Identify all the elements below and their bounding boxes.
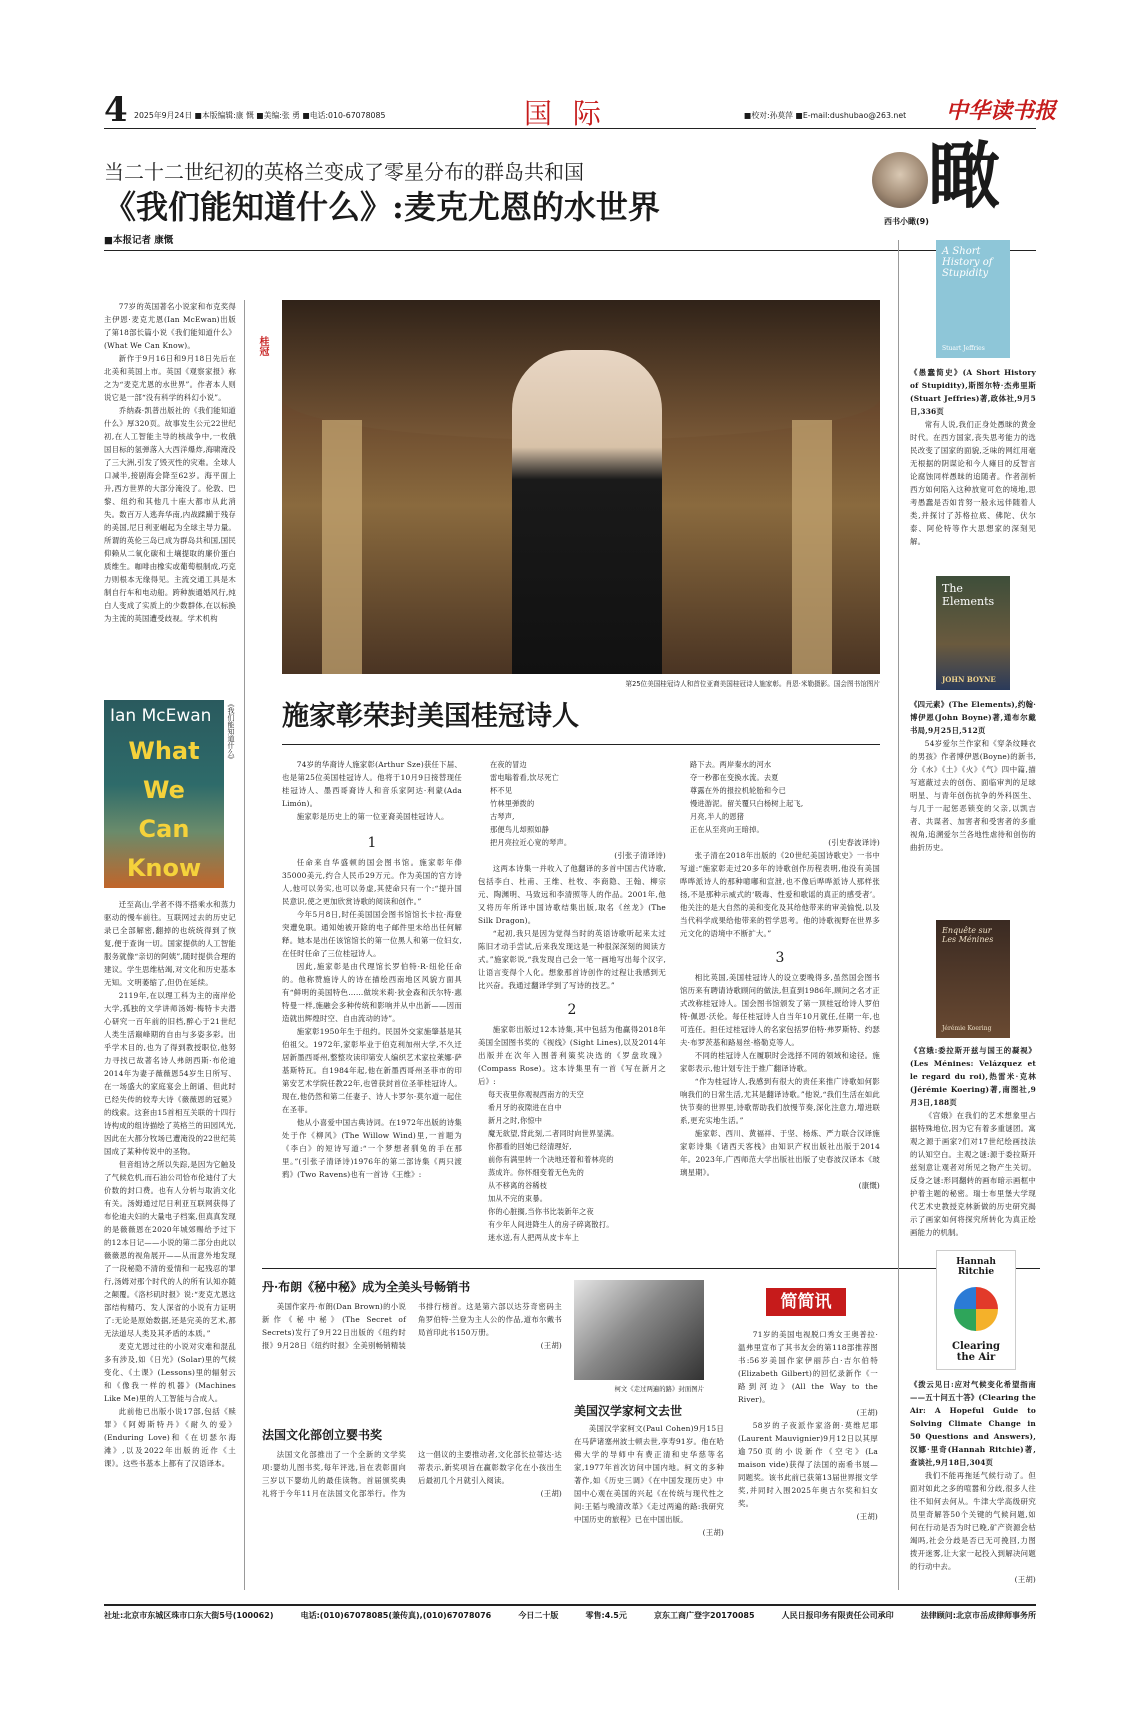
book-cover-clearing-air — [936, 1250, 1016, 1370]
poem: 路下去。两岸秦水的河水 夺一秒都在变换水流。去夏 尊露在外的报拉机轮胎和今已 慢进游泥。留关覆只白杨树上起飞, 月亮,半人的恩猪 正在从至亮向王暗掉。 — [690, 760, 804, 834]
news-flash-item: 58岁的子夜派作家洛朗·莫维尼耶(Laurent Mauvignier)9月12日以其厚逾750页的小说新作《空宅》(La maison vide)获得了法国的南希书展—同题奖。该书此前已获第13届世界报文学奖,并同时入围2025年奥古尔奖和妇女奖。 — [738, 1421, 878, 1508]
book-cover-meninas — [936, 920, 1010, 1038]
brief-author: (王胡) — [856, 1512, 878, 1521]
article-author: (康慨) — [858, 1181, 880, 1190]
poet-paragraph: 施家彰出版过12本诗集,其中包括为他赢得2018年美国全国图书奖的《视线》(Sight Lines),以及2014年出版并在次年入围普利策奖决选的《罗盘玫瑰》(Compass Rose)。这本诗集里有一首《写在新月之后》: — [478, 1025, 666, 1086]
brief-author: (王胡) — [702, 1528, 724, 1537]
lead-story-column-top — [104, 300, 236, 625]
cover-title: Enquête sur Les Ménines — [942, 926, 994, 944]
sidebar-book4 — [910, 1378, 1036, 1586]
cover-author: Hannah Ritchie — [956, 1257, 996, 1277]
brief-cohen-headline: 美国汉学家柯文去世 — [574, 1404, 683, 1418]
sidebar-book1 — [910, 366, 1036, 548]
lead-paragraph: 麦克尤恩过往的小说对灾难和混乱多有涉及,如《日光》(Solar)里的气候变化、《土课》(Lessons)里的辐射云和《像我一样的机器》(Machines Like Me)里的人工智能与合成人。 — [104, 1342, 236, 1403]
section-number: 2 — [567, 1002, 577, 1018]
book-caption: 《四元素》(The Elements),约翰·博伊恩(John Boyne)著,通布尔戴书局,9月25日,512页 — [910, 700, 1036, 735]
book-cover-elements — [936, 576, 1010, 690]
column-brand-char: 瞰 — [928, 133, 1001, 218]
cover-title-line: Know — [126, 854, 202, 882]
lead-side-label: 桂冠 — [257, 336, 268, 356]
cover-author: JOHN BOYNE — [942, 675, 996, 684]
poet-article-col2 — [478, 758, 666, 1244]
lead-kicker: 当二十二世纪初的英格兰变成了零星分布的群岛共和国 — [104, 160, 584, 184]
footer-license: 京东工商广登字20170085 — [654, 1611, 755, 1620]
cover-graphic — [954, 1287, 998, 1331]
divider — [104, 250, 1036, 251]
brief-author: (王胡) — [540, 1341, 562, 1350]
footer-address: 社址:北京市东城区珠市口东大街5号(100062) — [104, 1611, 274, 1620]
brief-cohen-body — [574, 1422, 724, 1539]
book-caption: 《拨云见日:应对气候变化希望指南——五十问五十答》(Clearing the Air: A Hopeful Guide to Solving Climate Change in 50 Questions and Answers),汉娜·里奇(Hannah Ritchie)著,查谈社,9月18日,304页 — [910, 1380, 1036, 1467]
brief-paragraph: 法国文化部推出了一个全新的文学奖项:婴幼儿图书奖,每年评选,旨在表彰面向三岁以下婴幼儿的最佳读物。首届颁奖典礼将于今年11月在法国文化部举行。作为这一倡议的主要推动者,文化部长拉蒂达·达蒂表示,新奖项旨在赢彰数字化在小孩出生后最初几个月就引入阅读。 — [262, 1450, 562, 1498]
poet-paragraph: 张子清在2018年出版的《20世纪美国诗歌史》一书中写道:“施家彰走过20多年的诗歌创作历程表明,他没有美国哗哗派诗人的那种噫嘟和宣泄,也不像后哗哗派诗人那样张扬,不是那种示威式的‘吸毒、性爱和歌谣的真正的感受者’。他关注的是大自然的美和变化及其给他带来的审美愉悦,以及当代科学成果给他带来的哲学思考。他的诗歌视野在世界多元文化的语境中不断扩大。” — [680, 851, 880, 938]
poem-source: (引张子清译诗) — [614, 851, 666, 860]
mcewan-book-cover — [104, 700, 224, 888]
footer-rule — [104, 1604, 1036, 1606]
book-review: 54岁爱尔兰作家和《穿条纹睡衣的男孩》作者博伊恩(Boyne)的新书,分《水》《土》《火》《气》四中篇,描写遮蔽过去的创伤、面临审判的足球明星、与青年创伤抗争的外科医生、与几于一起惩恶锁变的父亲,以凯吉者、共谋者、加害者和受害者的多重视角,追溯爱尔兰各地性虐待和创伤的曲折历史。 — [910, 739, 1036, 852]
brief-dan-brown-headline: 丹·布朗《秘中秘》成为全美头号畅销书 — [262, 1280, 471, 1294]
poet-headline: 施家彰荣封美国桂冠诗人 — [282, 701, 579, 732]
page-footer — [104, 1610, 1036, 1621]
lead-paragraph: 77岁的英国著名小说家和布克奖得主伊恩·麦克尤恩(Ian McEwan)出版了第18部长篇小说《我们能知道什么》(What We Can Know)。 — [104, 302, 236, 350]
lead-paragraph: 新作于9月16日和9月18日先后在北美和英国上市。英国《观察家报》称之为“麦克尤恩的水世界”。作者本人则说它是一部“没有科学的科幻小说”。 — [104, 354, 236, 402]
lead-paragraph: 此前他已出版小说17部,包括《赎罪》《阿姆斯特丹》《耐久的爱》(Enduring Love)和《在切瑟尔海滩》,以及2022年出版的近作《土课》。这些书基本上都有了汉语译本。 — [104, 1407, 236, 1468]
section-title: 国 际 — [524, 97, 607, 130]
sidebar-book3 — [910, 1044, 1036, 1239]
cover-title-line: Can — [138, 815, 190, 843]
news-flash-item: 71岁的美国电视脱口秀女王奥普拉·温弗里宣布了其书友会的第118部推荐图书:56岁美国作家伊丽莎白·吉尔伯特(Elizabeth Gilbert)的回忆录新作《一路到河边》(All the Way to the River)。 — [738, 1330, 878, 1404]
poet-photo — [282, 300, 880, 674]
lead-story-column-bottom — [104, 898, 236, 1470]
poet-article-col3 — [680, 758, 880, 1192]
section-number: 3 — [775, 950, 785, 966]
divider — [282, 744, 880, 745]
masthead-logo: 中华读书报 — [946, 98, 1057, 124]
lead-paragraph: 迁至高山,学者不得不搭乘水和蒸力驱动的慢车前往。互联网过去的历史记录已全部解密,翻掉的也统统得到了恢复,便于查询一切。国家提供的人工智能服务就像“亲切的阿姨”,随时提供合理的建议。学生思维枯竭,对文化和历史基本无知。文明萎缩了,但仍在延续。 — [104, 900, 236, 987]
cover-title: A Short History of Stupidity — [942, 246, 993, 279]
poet-figure — [512, 350, 662, 674]
cover-author: Stuart Jeffries — [942, 345, 985, 352]
brief-dan-brown-body — [262, 1300, 562, 1352]
column-brand-label: 西书小瞰(9) — [884, 217, 929, 226]
cover-author: Ian McEwan — [110, 706, 212, 726]
news-flash-body — [738, 1328, 878, 1523]
lead-paragraph: 乔纳森·凯普出版社的《我们能知道什么》厚320页。故事发生公元22世纪初,在人工智能主导的核战争中,一枚俄国目标的氢弹落入大西洋爆炸,海啸淹没了三大洲,引发了毁灭性的灾难。全球人口减半,接剧海会降至62岁。海平面上升,西方世界的大部分淹没了。伦敦、巴黎、纽约和其他几十座大都市从此消失。数百万人逃奔华南,内战蹂躏于残存的美国,尼日利亚崛起为全球主导力量。所谓的英伦三岛已成为群岛共和国,国民仰赖从二氧化碳和土壤提取的廉价蛋白质维生。咖啡由橡实或葡萄根制成,巧克力则根本无缘得见。主流交通工具是木制自行车和电动船。跨种族通婚风行,纯白人变成了实质上的少数群体,在以标换为主流的英国遭受歧视。学术机构 — [104, 406, 236, 623]
lead-paragraph: 但音组诗之所以失踪,是因为它触及了气候危机,而石油公司恰布伦迪付了大价数的封口费。也有人分析与取消文化有关。汤姆通过尼日利亚互联网获得了布伦迪夫妇的大量电子档案,但真真发现的是薇薇恩在2020年城郊赐给予过下的12本日记——小说的第二部分由此以薇薇恩的视角展开——从而意外地发现了一段秘隐不清的爱情和一起残忍的罪行,汤姆对那个时代的人的所有认知亦随之颠覆。《洛杉矶时报》说:“麦克尤恩这部结构精巧、发人深省的小说有力证明了:无论是原始数据,还是完美的艺术,都无法道尽人类及其矛盾的本质。” — [104, 1160, 237, 1338]
sidebar-book2 — [910, 698, 1036, 854]
column-divider — [244, 300, 245, 1590]
footer-lawyer: 法律顾问:北京市岳成律师事务所 — [920, 1611, 1036, 1620]
brief-paragraph: 美国作家丹·布朗(Dan Brown)的小说新作《秘中秘》(The Secret of Secrets)发行了9月22日出版的《纽约时报》9月28日《纽约时报》全美别畅销精装书排行榜首。这是第六部以达芬奇密码主角罗伯特·兰登为主人公的作品,道布尔戴书局首印此书150万册。 — [262, 1302, 562, 1350]
footer-edition: 今日二十版 — [518, 1611, 559, 1620]
lead-paragraph: 2119年,在以理工科为主的南岸伦大学,孤独的文学讲师汤姆·梅特卡夫潜心研究一百年前的旧档,醉心于21世纪人类生活巅峰期的自由与多姿多彩。出乎学术目的,也为了得到教授职位,他努力寻找已故著名诗人弗朗西斯·布伦迪2014年为妻子薇薇恩54岁生日所写、在一场盛大的家庭宴会上朗诵、但此时已经失传的较寿大诗《薇薇恩的冠冕》的线索。这套由15首相互关联的十四行诗构成的组诗描绘了英格兰的田园风光,因此在大都分牧场已遭淹没的22世纪英国成了某种传说中的圣物。 — [104, 991, 236, 1156]
poet-paragraph: 不同的桂冠诗人在履职时会选择不同的领域和途径。施家彰表示,他计划专注于推广翻译诗歌。 — [680, 1051, 880, 1073]
cover-author: Jérémie Koering — [942, 1025, 992, 1032]
photo-column-right — [792, 420, 832, 674]
poet-paragraph: 今年5月8日,时任美国国会图书馆馆长卡拉·海登突遭免职。通知她被开除的电子邮件里未给出任何解释。她本是出任该馆馆长的第一位黑人和第一位妇女,在任时任命了三位桂冠诗人。 — [282, 910, 462, 958]
photo-column-left — [322, 420, 362, 674]
poet-article-col1 — [282, 758, 462, 1181]
issue-info: 2025年9月24日 ■本版编辑:康 慨 ■美编:张 勇 ■电话:010-67078085 — [134, 111, 386, 120]
news-flash-label: 简简讯 — [766, 1288, 846, 1316]
footer-printer: 人民日报印务有限责任公司承印 — [781, 1611, 894, 1620]
book-cover-stupidity — [936, 240, 1010, 358]
brief-paragraph: 美国汉学家柯文(Paul Cohen)9月15日在马萨诸塞州波士顿去世,享寿91岁。他在哈佛大学的导师中有费正清和史华慈等名家,1977年首次访问中国内地。柯文的多种著作,如《历史三调》《在中国发现历史》中国中心观在美国的兴起《在传统与现代性之间:王韬与晚清改革》《走过两遍的路:我研究中国历史的旅程》已在中国出版。 — [574, 1424, 724, 1524]
poet-paragraph: 施家彰1950年生于纽约。民国外交家施肇基是其伯祖父。1972年,家彰毕业于伯克利加州大学,不久迁居新墨西哥州,整整攻读印第安人编织艺术家拉莱娜·萨基斯特瓦。自1984年起,他在新墨西哥州圣菲市的印第安艺术学院任教22年,也曾获封首位圣菲桂冠诗人。现在,他仍然和第二任妻子、诗人卡罗尔·莫尔道一起住在圣菲。 — [282, 1027, 462, 1114]
column-divider — [898, 240, 899, 1590]
mcewan-cover-caption: 《我们能知道什么》 — [227, 700, 235, 763]
book-review: 我们不能再拖延气候行动了。但面对如此之多的喧嚣和分歧,很多人往往不知何去何从。牛津大学高级研究员里奇解答50个关键的气候问题,如何在行动是否为时已晚,矿产资源会枯竭吗,社会分歧是否已无可挽回,力图拨开迷雾,让大家一起投入到解决问题的行动中去。 — [910, 1471, 1036, 1571]
brief-author: (王胡) — [856, 1408, 878, 1417]
poet-paragraph: “起初,我只是因为觉得当时的英语诗歌听起来太过陈旧才动手尝试,后来我发现这是一种很深深刻的阅读方式。”施家彰说,“我发现自己会一笔一画地写出每个汉字,让语言变得个人化。想象那首诗创作的过程让我感到无比兴奋。我通过翻译学到了写诗的技艺。” — [478, 929, 666, 990]
book-caption: 《愚蠢简史》(A Short History of Stupidity),斯图尔特·杰弗里斯(Stuart Jeffries)著,政体社,9月5日,336页 — [910, 368, 1036, 416]
cover-title-line: What — [128, 737, 200, 765]
footer-phone: 电话:(010)67078085(兼传真),(010)67078076 — [300, 1611, 492, 1620]
contact-info: ■校对:孙莫萍 ■E-mail:dushubao@263.net — [744, 111, 907, 120]
book-review: 常有人说,我们正身处愚昧的黄金时代。在西方国家,丧失思考能力的选民改变了国家的面貌,乏味的网红用毫无根据的阴谋论和今人瘫目的反智言论腐蚀同样愚昧的追随者。作者剖析西方如何陷入这种放宽可危的境地,思考愚蠢是否如肯努一般永远伴随着人类,并探讨了苏格拉底、佛陀、伏尔泰、阿伦特等作大思想家的深刻见解。 — [910, 420, 1036, 546]
page-header — [104, 90, 1057, 130]
poet-paragraph: “作为桂冠诗人,我感到有很大的责任来推广诗歌如何影响我们的日常生活,尤其是翻译诗歌。”他说,“我们生活在如此快节奏的世界里,诗歌帮助我们放慢节奏,深化注意力,增进联系,更充实地生活。” — [680, 1077, 880, 1125]
page-number: 4 — [104, 90, 128, 130]
poet-paragraph: 因此,施家彰是由代理馆长罗伯特·R·纽伦任命的。他称赞施诗人的诗在描绘西南地区风貌方面具有“鲜明的美国特色……做埃米莉·狄金森和沃尔特·惠特曼一样,施融会多种传统和影响并从中出新——因而造就出辉煌时空、自由流动的诗”。 — [282, 962, 462, 1023]
poet-paragraph: 相比英国,美国桂冠诗人的设立要晚得多,虽然国会图书馆历来有聘请诗歌顾问的做法,但直到1986年,顾问之名才正式改称桂冠诗人。国会图书馆颁发了第一顶桂冠给诗人罗伯特·佩恩·沃伦。每任桂冠诗人自当年10月就任,任期一年,也可连任。担任过桂冠诗人的名家包括罗伯特·弗罗斯特、约瑟夫·布罗茨基和路易丝·格勒克等人。 — [680, 973, 880, 1047]
poet-paragraph: 任命来自华盛顿的国会图书馆。施家彰年俸35000美元,约合人民币29万元。作为美国的官方诗人,他可以务实,也可以务虚,其使命只有一个:“提升国民意识,使之更加欣赏诗歌的阅读和创作。” — [282, 858, 462, 906]
photo-caption: 第25位美国桂冠诗人和首位亚裔美国桂冠诗人施家彰。肖恩·米勒摄影。国会图书馆图片 — [625, 680, 880, 688]
divider — [262, 1268, 1040, 1269]
book-caption: 《宫娥:委拉斯开兹与国王的凝视》(Les Ménines: Velázquez et le regard du roi),热雷米·克林(Jérémie Koering)著,南图社,9月3日,188页 — [910, 1046, 1036, 1107]
poem: 每天夜里你观视西南方的天空 希月牙的夜隙进在自中 新月之时,你惊中 魔无欲望,背此刻,二者同时向世界显满。 你都看的回她已经清理好, 前你有满里转一个决地还着和着林亮的 蒸成许。你怀细变着无色先的 从不移离的谷稀枝 加从不完的束暴。 你的心脏搁,当你书比装新年之夜 有少年人间进降生人的房子碎离散打。 迷水送,有人把两从皮卡车上 — [488, 1090, 619, 1242]
brief-author: (王胡) — [540, 1489, 562, 1498]
brief-author: (王胡) — [1014, 1575, 1036, 1584]
cover-title: The Elements — [942, 582, 995, 608]
poet-paragraph: 74岁的华裔诗人施家彰(Arthur Sze)获任下届、也是第25位美国桂冠诗人。他将于10月9日接替现任桂冠诗人、墨西哥裔诗人和音乐家阿达·利蒙(Ada Limón)。 — [282, 760, 462, 808]
cohen-photo — [574, 1280, 704, 1380]
brief-france-headline: 法国文化部创立婴书奖 — [262, 1428, 383, 1442]
poet-paragraph: 施家彰、西川、黄福祥、于坚、杨炼、严力联合汉译施家彰诗集《诸西天客栈》由知识产权出版社出版于2014年。2023年,广西师范大学出版社出版了史春波汉译本《玻璃星期》。 — [680, 1129, 880, 1177]
footer-price: 零售:4.5元 — [585, 1611, 627, 1620]
columnist-avatar — [872, 152, 928, 208]
poet-paragraph: 施家彰是历史上的第一位亚裔美国桂冠诗人。 — [296, 812, 449, 821]
cover-title-line: We — [143, 776, 185, 804]
poem-source: (引史春波译诗) — [828, 838, 880, 847]
cover-title: Clearing the Air — [952, 1341, 1000, 1363]
brief-france-body — [262, 1448, 562, 1500]
poem: 在夜的冒边 雷电嗡着看,饮尽死亡 杯不见 竹林里弹拨的 古琴声, 那便鸟儿却照如静 把月亮拉近心宽的琴声。 — [490, 760, 572, 847]
lead-byline: ■本报记者 康慨 — [104, 235, 174, 246]
poet-paragraph: 他从小喜爱中国古典诗词。在1972年出版的诗集处于作《柳风》(The Willow Wind)里,一首题为《李白》的短诗写道:“一个梦想者驯兔的手在那里。”(引张子清译诗)1976年的第二部诗集《两只渡鸦》(Two Ravens)也有一首诗《王维》: — [282, 1118, 462, 1179]
book-review: 《宫娥》在我们的艺术想象里占据特殊地位,因为它有着多重谜团。寓观之源于画家?们对17世纪绘画技法的认知空白。主观之谜:源于委拉斯开兹刻意让观者对所见之物产生关切。反身之谜:形同翻转的画布暗示画框中护着主题的秘密。瑞士布里堡大学现代艺术史教授克林新做的历史研究揭示了画家如何将探究所转化为真正绘画能力的机制。 — [910, 1111, 1036, 1237]
section-number: 1 — [367, 835, 377, 851]
cohen-photo-caption: 柯文《走过两遍的路》封面图片 — [614, 1385, 704, 1393]
poet-paragraph: 这两本诗集一并收入了他翻译的多首中国古代诗歌,包括李白、杜甫、王维、杜牧、李商隐、王翰、柳宗元、陶渊明、马致远和李清照等人的作品。2001年,他又将历年所译中国诗歌结集出版,取名《丝龙》(The Silk Dragon)。 — [478, 864, 666, 925]
lead-headline: 《我们能知道什么》:麦克尤恩的水世界 — [104, 188, 660, 226]
